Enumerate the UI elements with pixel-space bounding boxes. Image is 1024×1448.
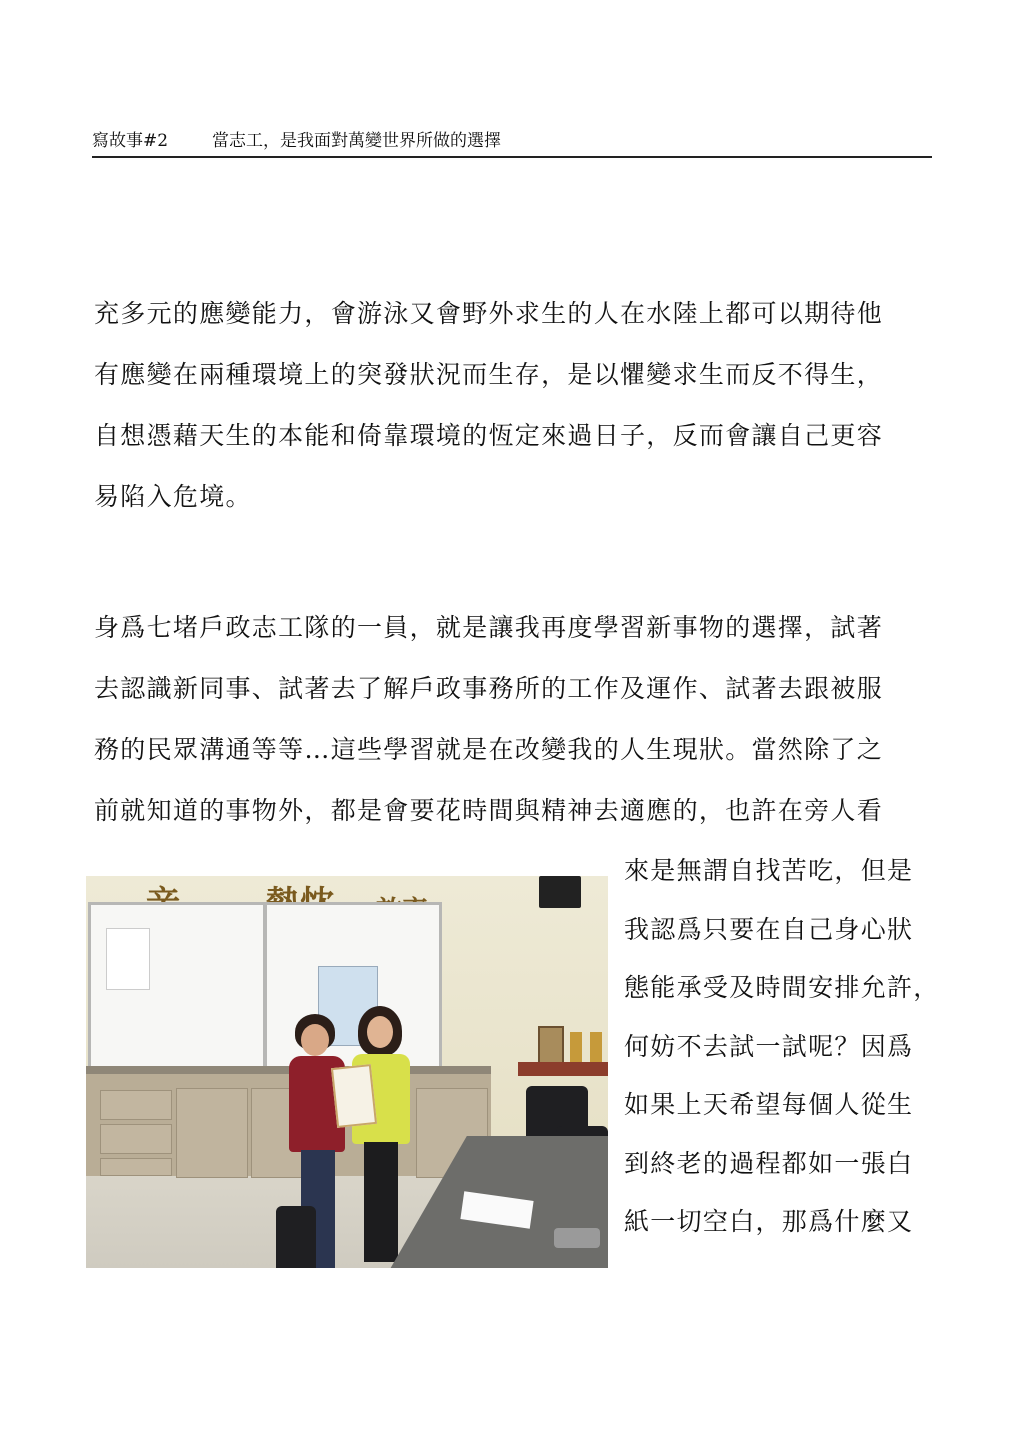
- black-pants: [364, 1142, 398, 1262]
- paragraph-line: 務的民眾溝通等等…這些學習就是在改變我的人生現狀。當然除了之: [94, 735, 884, 764]
- drawer: [100, 1090, 172, 1120]
- header-title: 當志工，是我面對萬變世界所做的選擇: [212, 131, 501, 151]
- paragraph-line: 充多元的應變能力，會游泳又會野外求生的人在水陸上都可以期待他: [94, 299, 884, 328]
- office-chair: [276, 1206, 316, 1268]
- paragraph-line: 身爲七堵戶政志工隊的一員，就是讓我再度學習新事物的選擇，試著: [94, 613, 884, 642]
- microphone-icon: [554, 1228, 600, 1248]
- award-frame: [538, 1026, 564, 1066]
- wrapped-line: 何妨不去試一試呢？因爲: [624, 1031, 914, 1061]
- drawer: [100, 1158, 172, 1176]
- wrapped-line: 到終老的過程都如一張白: [624, 1148, 914, 1178]
- speaker-icon: [539, 876, 581, 908]
- cabinet-door: [176, 1088, 248, 1178]
- paragraph-line: 易陷入危境。: [94, 482, 252, 511]
- wrapped-text-column: [624, 842, 944, 1252]
- page-header: [92, 118, 932, 158]
- face: [367, 1016, 393, 1048]
- wrapped-line: 來是無謂自找苦吃，但是: [624, 856, 914, 885]
- notice-sheet: [106, 928, 150, 990]
- paragraph-line: 去認識新同事、試著去了解戶政事務所的工作及運作、試著去跟被服: [94, 674, 884, 703]
- certificate: [331, 1064, 377, 1128]
- paragraph-2: [94, 597, 934, 841]
- wrapped-line: 態能承受及時間安排允許，: [624, 973, 940, 1002]
- trophy-icon: [590, 1032, 602, 1062]
- paragraph-line: 前就知道的事物外，都是會要花時間與精神去適應的，也許在旁人看: [94, 796, 884, 825]
- paragraph-1: [94, 283, 934, 527]
- trophy-icon: [570, 1032, 582, 1062]
- paragraph-line: 有應變在兩種環境上的突發狀況而生存，是以懼變求生而反不得生，: [94, 360, 884, 389]
- header-series-label: 寫故事#2: [92, 131, 169, 151]
- wrapped-line: 紙一切空白，那爲什麼又: [624, 1207, 914, 1236]
- wrapped-line: 如果上天希望每個人從生: [624, 1090, 914, 1119]
- trophy-shelf: [518, 1062, 608, 1076]
- wrapped-line: 我認爲只要在自己身心狀: [624, 914, 914, 944]
- certificate-presentation-photo: [86, 876, 608, 1268]
- drawer: [100, 1124, 172, 1154]
- face: [301, 1024, 329, 1056]
- paragraph-line: 自想憑藉天生的本能和倚靠環境的恆定來過日子，反而會讓自己更容: [94, 421, 884, 450]
